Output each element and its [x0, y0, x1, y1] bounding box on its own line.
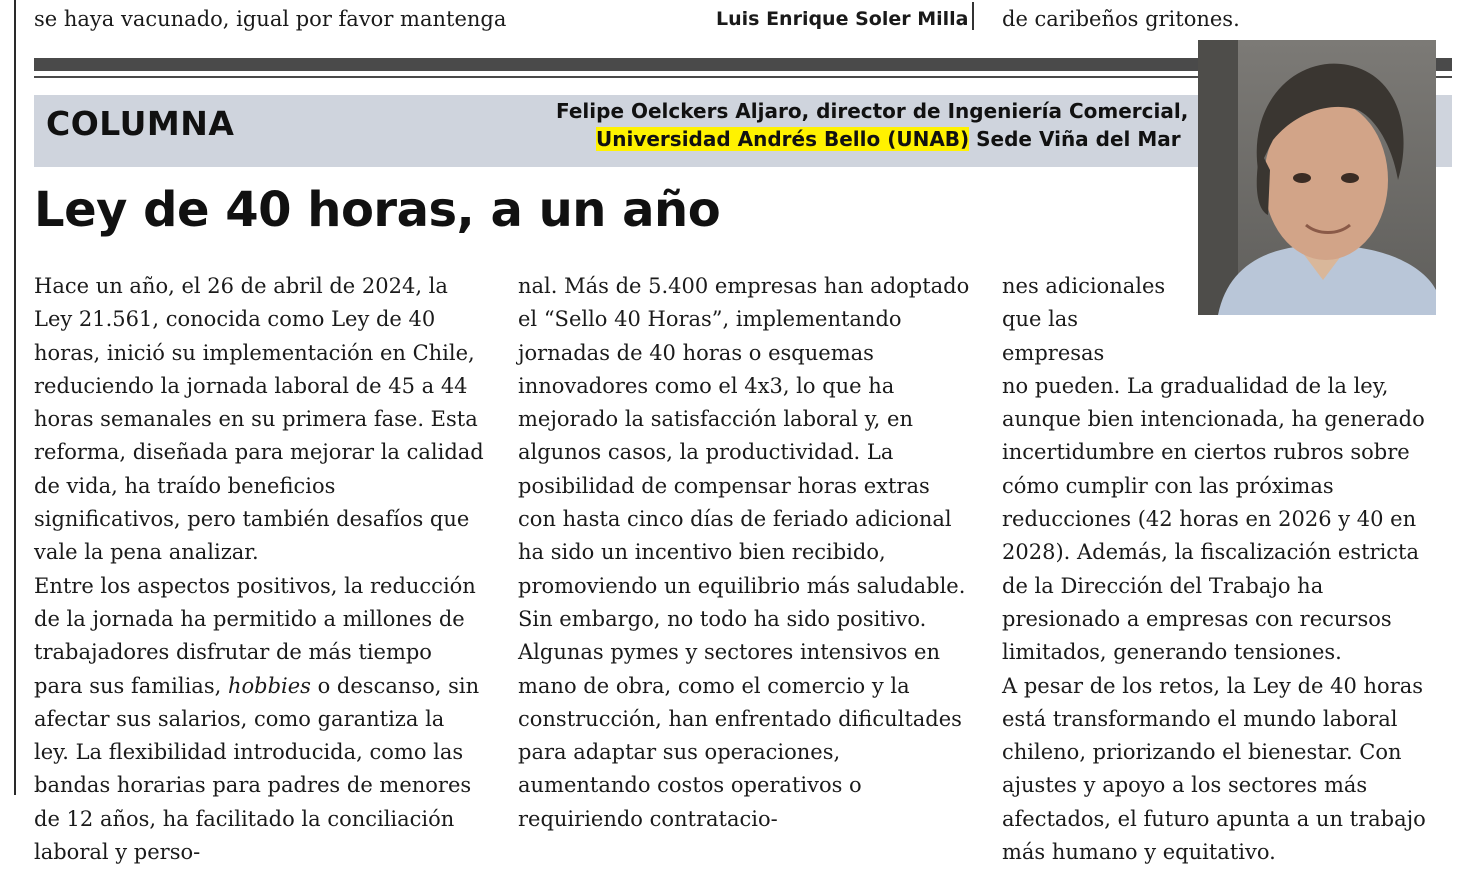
- previous-article-text: se haya vacunado, igual por favor mantenga: [34, 7, 507, 31]
- section-label: COLUMNA: [46, 104, 235, 143]
- adjacent-article-text: de caribeños gritones.: [1002, 7, 1240, 31]
- paragraph-text: Entre los aspectos positivos, la reducción de la jornada ha permitido a millones de trabajadores disfrutar de más tiempo para sus familias,: [34, 573, 476, 698]
- article-line: nes adicionales: [1002, 274, 1166, 298]
- column-divider: [972, 2, 974, 30]
- article-paragraph: [34, 570, 484, 869]
- article-paragraph: nal. Más de 5.400 empresas han adoptado el “Sello 40 Horas”, implementando jornadas de 40 horas o esquemas innovadores como el 4x3, lo que ha mejorado la satisfacción laboral y, en algunos casos, la productividad. La posibilidad de compensar horas extras con hasta cinco días de feriado adicional ha sido un incentivo bien recibido, promoviendo un equilibrio más saludable.: [518, 274, 970, 598]
- previous-article-author: Luis Enrique Soler Milla: [716, 8, 969, 30]
- page-edge-rule: [14, 0, 16, 795]
- article-paragraph: no pueden. La gradualidad de la ley, aunque bien intencionada, ha generado incertidumbre en ciertos rubros sobre cómo cumplir con las próximas reducciones (42 horas en 2026 y 40 en 2028). Además, la fiscalización estricta de la Dirección del Trabajo ha presionado a empresas con recursos limitados, generando tensiones.: [1002, 373, 1425, 665]
- paragraph-text: o descanso, sin afectar sus salarios, como garantiza la ley. La flexibilidad introducida, como las bandas horarias para padres de menores de 12 años, ha facilitado la conciliación laboral y perso-: [34, 673, 480, 865]
- article-headline: Ley de 40 horas, a un año: [34, 182, 721, 238]
- article-column-1: [34, 270, 484, 869]
- article-column-3: [1002, 270, 1448, 869]
- author-credit-campus: Sede Viña del Mar: [969, 127, 1181, 151]
- highlighted-university: Universidad Andrés Bello (UNAB): [596, 127, 970, 151]
- article-paragraph: A pesar de los retos, la Ley de 40 horas está transformando el mundo laboral chileno, priorizando el bienestar. Con ajustes y apoyo a los sectores más afectados, el futuro apunta a un trabajo más humano y equitativo.: [1002, 673, 1426, 865]
- italic-term: hobbies: [227, 673, 311, 698]
- article-paragraph: Sin embargo, no todo ha sido positivo. Algunas pymes y sectores intensivos en mano de obra, como el comercio y la construcción, han enfrentado dificultades para adaptar sus operaciones, aumentando costos operativos o requiriendo contratacio-: [518, 606, 962, 831]
- article-line: que las empresas: [1002, 307, 1105, 365]
- article-column-2: [518, 270, 970, 836]
- author-credit-line1: Felipe Oelckers Aljaro, director de Ingeniería Comercial,: [556, 99, 1189, 123]
- article-paragraph: Hace un año, el 26 de abril de 2024, la Ley 21.561, conocida como Ley de 40 horas, inició su implementación en Chile, reduciendo la jornada laboral de 45 a 44 horas semanales en su primera fase. Esta reforma, diseñada para mejorar la calidad de vida, ha traído beneficios significativos, pero también desafíos que vale la pena analizar.: [34, 274, 484, 565]
- author-credit-line2: [596, 127, 1181, 151]
